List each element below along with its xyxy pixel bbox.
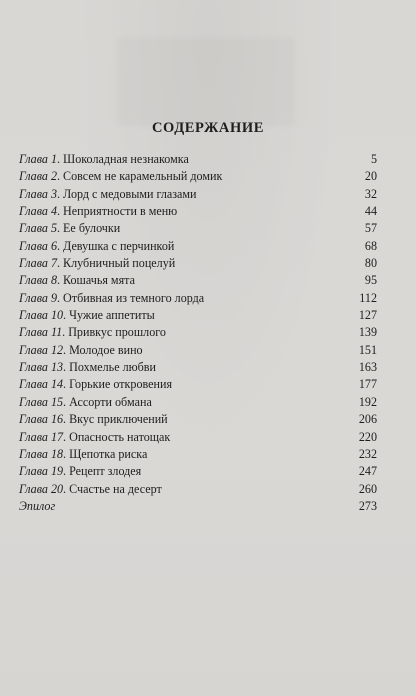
toc-entry-label xyxy=(19,272,135,289)
page-number: 192 xyxy=(358,394,377,409)
chapter-separator: . xyxy=(63,308,70,323)
toc-entry-label xyxy=(19,151,189,168)
chapter-separator: . xyxy=(63,394,70,409)
toc-entry-label xyxy=(19,186,197,203)
chapter-number: Глава 1 xyxy=(19,152,57,166)
chapter-separator: . xyxy=(57,238,64,253)
toc-entry-label xyxy=(19,220,120,237)
toc-entry xyxy=(19,220,377,237)
toc-entry-label xyxy=(19,342,143,359)
chapter-number: Глава 20 xyxy=(19,481,64,496)
toc-entry-label xyxy=(19,255,175,272)
toc-entry-label xyxy=(19,307,155,324)
toc-entry-label xyxy=(19,498,55,515)
chapter-number: Глава 10 xyxy=(19,308,64,323)
toc-entry xyxy=(19,168,377,185)
page-number: 260 xyxy=(358,481,377,496)
chapter-title: Чужие аппетиты xyxy=(69,308,155,323)
chapter-separator: . xyxy=(57,152,64,166)
chapter-title: Молодое вино xyxy=(69,342,143,357)
toc-entry xyxy=(19,429,377,446)
chapter-number: Глава 14 xyxy=(19,377,64,392)
chapter-separator: . xyxy=(63,481,70,496)
page-number: 32 xyxy=(364,186,377,201)
toc-entry xyxy=(19,376,377,393)
chapter-separator: . xyxy=(57,204,64,219)
toc-entry-label xyxy=(19,324,166,341)
page-number: 5 xyxy=(370,152,377,166)
page-number: 247 xyxy=(358,464,377,479)
chapter-title: Неприятности в меню xyxy=(63,204,178,219)
toc-entry xyxy=(19,463,377,480)
toc-entry-label xyxy=(19,359,156,376)
chapter-title: Щепотка риска xyxy=(69,446,148,461)
chapter-title: Лорд с медовыми глазами xyxy=(63,186,197,201)
chapter-separator: . xyxy=(63,360,70,375)
page-number: 273 xyxy=(358,498,377,513)
toc-entry xyxy=(19,394,377,411)
chapter-number: Глава 12 xyxy=(19,342,64,357)
toc-entry-label xyxy=(19,429,170,446)
chapter-title: Отбивная из темного лорда xyxy=(63,290,205,305)
chapter-title: Кошачья мята xyxy=(63,273,135,288)
toc-entry-label xyxy=(19,168,222,185)
chapter-number: Глава 13 xyxy=(19,360,64,375)
chapter-title: Совсем не карамельный домик xyxy=(63,169,223,184)
page-number: 139 xyxy=(358,325,377,340)
toc-entry xyxy=(19,203,377,220)
chapter-separator: . xyxy=(62,325,69,340)
chapter-separator: . xyxy=(63,446,70,461)
table-of-contents xyxy=(19,151,377,515)
chapter-number: Глава 6 xyxy=(19,238,57,253)
toc-entry-label xyxy=(19,376,172,393)
chapter-title: Девушка с перчинкой xyxy=(63,238,175,253)
toc-entry-label xyxy=(19,411,168,428)
chapter-title: Горькие откровения xyxy=(69,377,173,392)
show-through-shadow xyxy=(118,38,294,126)
toc-entry-label xyxy=(19,203,177,220)
page-number: 151 xyxy=(358,342,377,357)
chapter-title: Шоколадная незнакомка xyxy=(63,152,189,166)
toc-entry xyxy=(19,272,377,289)
toc-entry xyxy=(19,359,377,376)
page-number: 177 xyxy=(358,377,377,392)
chapter-number: Глава 18 xyxy=(19,446,64,461)
toc-entry xyxy=(19,186,377,203)
page-number: 220 xyxy=(358,429,377,444)
chapter-separator: . xyxy=(57,186,64,201)
chapter-title: Похмелье любви xyxy=(69,360,156,375)
toc-heading: СОДЕРЖАНИЕ xyxy=(151,120,265,136)
page-number: 112 xyxy=(359,290,377,305)
page-number: 163 xyxy=(358,360,377,375)
page-number: 68 xyxy=(364,238,377,253)
page-number: 127 xyxy=(358,308,377,323)
toc-entry-label xyxy=(19,238,174,255)
page-number: 57 xyxy=(364,221,377,236)
page-number: 20 xyxy=(364,169,377,184)
toc-entry xyxy=(19,255,377,272)
chapter-number: Глава 16 xyxy=(19,412,64,427)
chapter-number: Глава 11 xyxy=(19,325,63,340)
toc-entry xyxy=(19,290,377,307)
chapter-separator: . xyxy=(57,169,64,184)
chapter-number: Глава 2 xyxy=(19,169,57,184)
chapter-separator: . xyxy=(57,256,64,271)
chapter-number: Глава 15 xyxy=(19,394,64,409)
chapter-number: Глава 8 xyxy=(19,273,57,288)
toc-entry xyxy=(19,498,377,515)
toc-entry xyxy=(19,481,377,498)
chapter-separator: . xyxy=(57,221,64,236)
page-number: 206 xyxy=(358,412,377,427)
chapter-number: Глава 5 xyxy=(19,221,57,236)
toc-entry xyxy=(19,307,377,324)
page-number: 95 xyxy=(364,273,377,288)
chapter-separator: . xyxy=(63,464,70,479)
chapter-title: Ее булочки xyxy=(63,221,121,236)
chapter-number: Эпилог xyxy=(19,498,56,513)
chapter-title: Счастье на десерт xyxy=(69,481,162,496)
toc-entry-label xyxy=(19,463,141,480)
chapter-title: Рецепт злодея xyxy=(69,464,142,479)
toc-entry-label xyxy=(19,446,147,463)
toc-entry-label xyxy=(19,290,204,307)
chapter-number: Глава 3 xyxy=(19,186,57,201)
chapter-separator: . xyxy=(63,429,70,444)
chapter-separator: . xyxy=(57,290,64,305)
toc-entry-label xyxy=(19,394,152,411)
chapter-number: Глава 19 xyxy=(19,464,64,479)
chapter-title: Клубничный поцелуй xyxy=(63,256,176,271)
chapter-number: Глава 9 xyxy=(19,290,57,305)
toc-entry xyxy=(19,238,377,255)
chapter-separator: . xyxy=(63,412,70,427)
toc-entry xyxy=(19,446,377,463)
chapter-title: Опасность натощак xyxy=(69,429,171,444)
chapter-number: Глава 4 xyxy=(19,204,57,219)
toc-entry-label xyxy=(19,481,162,498)
page-number: 80 xyxy=(364,256,377,271)
chapter-separator: . xyxy=(57,273,64,288)
toc-entry xyxy=(19,411,377,428)
chapter-number: Глава 7 xyxy=(19,256,57,271)
chapter-title: Привкус прошлого xyxy=(68,325,166,340)
toc-entry xyxy=(19,151,377,168)
page-number: 232 xyxy=(358,446,377,461)
chapter-title: Вкус приключений xyxy=(69,412,168,427)
chapter-separator: . xyxy=(63,342,70,357)
toc-entry xyxy=(19,342,377,359)
chapter-title: Ассорти обмана xyxy=(69,394,152,409)
chapter-number: Глава 17 xyxy=(19,429,64,444)
toc-entry xyxy=(19,324,377,341)
page-number: 44 xyxy=(364,204,377,219)
chapter-separator: . xyxy=(63,377,70,392)
